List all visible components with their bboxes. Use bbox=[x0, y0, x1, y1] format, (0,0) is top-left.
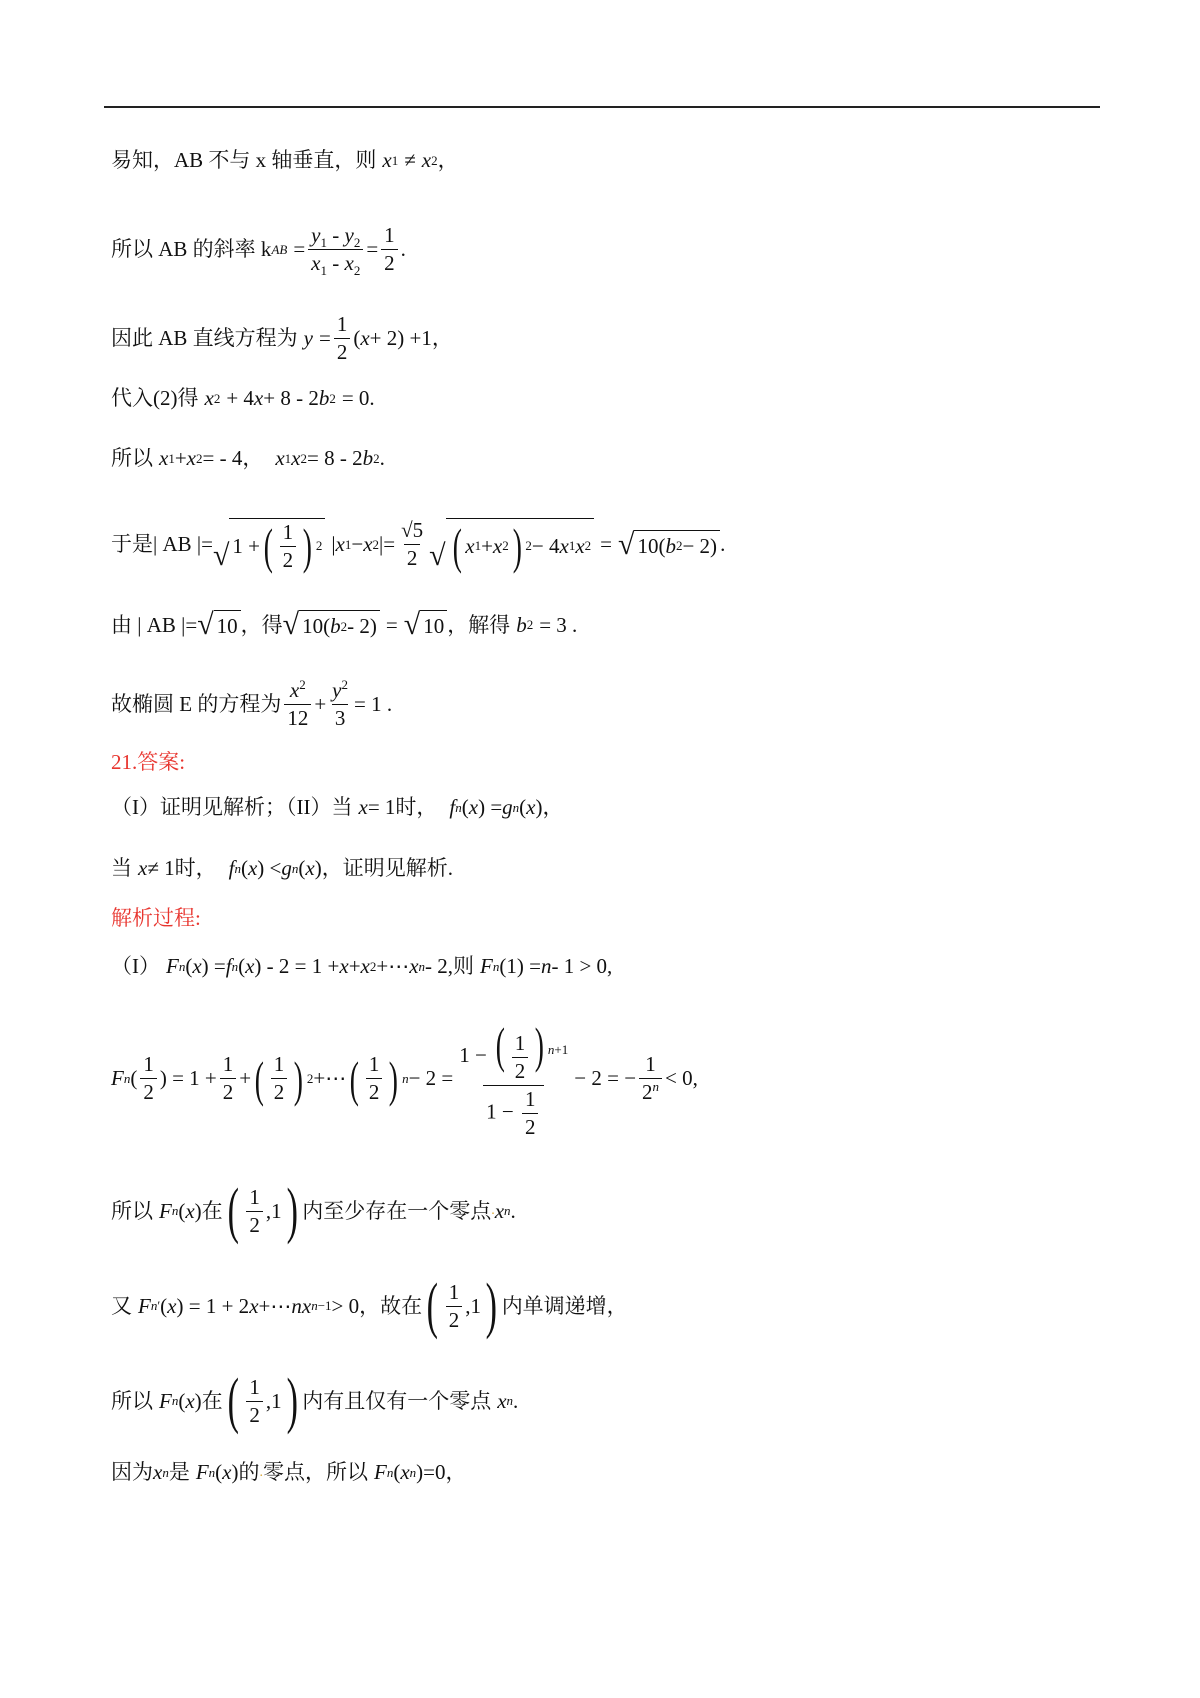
p3-mid: 在 bbox=[201, 1198, 223, 1223]
p5-end: 内有且仅有一个零点 bbox=[302, 1388, 492, 1413]
p3-text: 所以 bbox=[111, 1198, 153, 1223]
p6-end: =0， bbox=[423, 1460, 467, 1484]
p6-mid3: 零点，所以 bbox=[262, 1460, 368, 1484]
line-ab-not-vertical: 易知，AB 不与 x 轴垂直，则 x 1 ≠ x 2 ， bbox=[111, 148, 459, 172]
header-rule bbox=[104, 106, 1100, 108]
line-solve-b: 由 | AB |= √ 10 ，得 √ 10( b 2 - 2) = √ 10 ，解得 b 2 = 3 . bbox=[111, 608, 578, 641]
l7-text: 由 | AB |= bbox=[111, 612, 198, 637]
p4-end: 内单调递增， bbox=[501, 1293, 628, 1318]
p1-text: （I） bbox=[111, 954, 160, 978]
l4-text: 代入(2)得 bbox=[111, 386, 199, 410]
line-ab-length: 于是| AB |= √ 1 + ( $\frac{1}{2}$ ) 2 | x 1 − x 2 |= $\frac{√5}{2}$ √ ( x 1 + x 2 ) 2 − 4 x 1 x 2 = √ 10( b 2 − 2) . bbox=[111, 518, 726, 574]
line-ab-equation: 因此 AB 直线方程为 y = $\frac{1}{2}$ ( x + 2) +1， bbox=[111, 312, 453, 364]
ans2-text: 当 bbox=[111, 856, 132, 880]
l2-text: 所以 AB 的斜率 k bbox=[111, 237, 272, 261]
l7-mid2: ，解得 bbox=[447, 612, 511, 637]
line-slope: 所以 AB 的斜率 k AB = $\frac{y_1 - y_2}{x_1 - x_2}$ = $\frac{1}{2}$ . bbox=[111, 223, 406, 279]
p4-text: 又 bbox=[111, 1293, 132, 1318]
p6-mid: 是 bbox=[168, 1460, 190, 1484]
answer-line-2: 当 x ≠ 1 时， f n ( x ) < g n ( x ) ，证明见解析. bbox=[111, 856, 453, 880]
l1-text: 易知，AB 不与 x 轴垂直，则 bbox=[111, 148, 377, 172]
process-line-3: 所以 F n ( x ) 在 ( $\frac{1}{2}$ ,1 ) 内至少存在一个零点 . x n . bbox=[111, 1177, 516, 1245]
process-line-1: （I） F n ( x ) = f n ( x ) - 2 = 1 + x + x 2 +⋯ x n - 2, 则 F n (1) = n - 1 > 0, bbox=[111, 954, 613, 978]
p5-text: 所以 bbox=[111, 1388, 153, 1413]
ans2-mid: 时， bbox=[174, 856, 217, 880]
p6-mid2: 的 bbox=[238, 1460, 260, 1484]
line-substitute: 代入(2)得 x 2 + 4 x + 8 - 2 b 2 = 0. bbox=[111, 386, 375, 410]
l6-text: 于是| AB |= bbox=[111, 532, 213, 556]
process-line-2: F n ( $\frac{1}{2}$ ) = 1 + $\frac{1}{2}$ + ( $\frac{1}{2}$ ) 2 +⋯ ( $\frac{1}{2}$ ) n − 2 = 1 − ( $\frac{1}{2}$ ) $^{n+1}$ 1 − $\frac{1}{2}$ − 2 = − $\frac{1}{2^n}$ < 0, bbox=[111, 1017, 698, 1139]
l8-text: 故椭圆 E 的方程为 bbox=[111, 692, 282, 716]
process-line-4: 又 F n ′ ( x ) = 1 + 2 x +⋯ nx n −1 > 0 ，故在 ( $\frac{1}{2}$ ,1 ) 内单调递增， bbox=[111, 1272, 628, 1340]
p1-mid: 则 bbox=[453, 954, 475, 978]
answer-line-1: （I）证明见解析；（II）当 x = 1 时， f n ( x ) = g n ( x )， bbox=[111, 795, 564, 819]
ans1-text: （I）证明见解析；（II）当 bbox=[111, 795, 353, 819]
ans1-mid: 时， bbox=[395, 795, 438, 819]
l3-text: 因此 AB 直线方程为 bbox=[111, 326, 298, 350]
p4-mid: ，故在 bbox=[359, 1293, 423, 1318]
p5-mid: 在 bbox=[201, 1388, 223, 1413]
p6-text: 因为 bbox=[111, 1460, 153, 1484]
answer-heading: 21.答案: bbox=[111, 750, 186, 774]
process-line-5: 所以 F n ( x ) 在 ( $\frac{1}{2}$ ,1 ) 内有且仅有一个零点 x n . bbox=[111, 1367, 519, 1435]
ans2-end: ，证明见解析. bbox=[321, 856, 453, 880]
line-ellipse-equation: 故椭圆 E 的方程为 $\frac{x^2}{12}$ + $\frac{y^2}{3}$ = 1 . bbox=[111, 677, 393, 730]
l1-end: ， bbox=[437, 148, 459, 172]
p3-end: 内至少存在一个零点 bbox=[302, 1198, 492, 1223]
process-line-6: 因为 x n 是 F n ( x ) 的 . 零点，所以 F n ( x n ) =0， bbox=[111, 1460, 467, 1484]
l5-text: 所以 bbox=[111, 446, 153, 470]
l7-mid: ，得 bbox=[240, 612, 283, 637]
line-vieta: 所以 x 1 + x 2 = - 4， x 1 x 2 = 8 - 2 b 2 . bbox=[111, 446, 385, 470]
process-heading: 解析过程: bbox=[111, 906, 201, 930]
